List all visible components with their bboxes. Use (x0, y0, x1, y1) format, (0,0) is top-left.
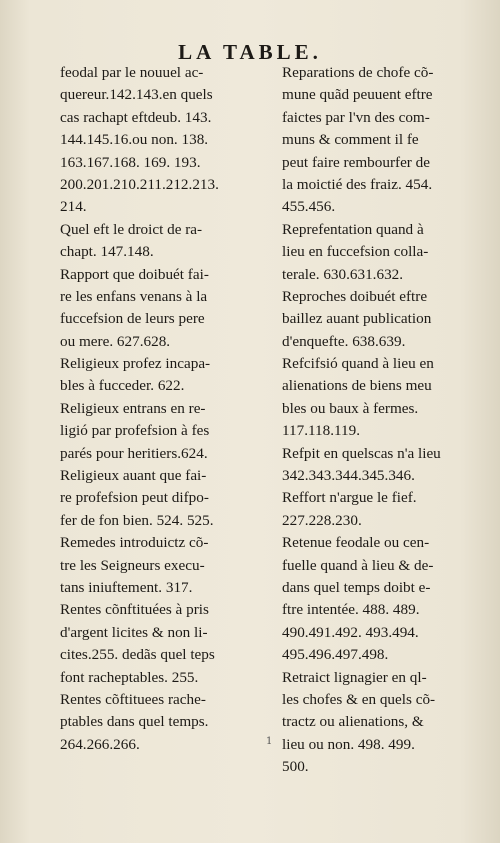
index-line: peut faire rembourfer de (282, 153, 430, 171)
index-line: Quel eft le droict de ra- (60, 220, 203, 238)
index-line: d'argent licites & non li- (60, 623, 208, 641)
index-line: dans quel temps doibt e- (282, 578, 431, 596)
index-line: les chofes & en quels cõ- (282, 690, 436, 708)
index-line: re les enfans venans à la (60, 287, 208, 305)
index-line: 117.118.119. (282, 422, 361, 440)
index-line: terale. 630.631.632. (282, 265, 404, 283)
index-line: d'enquefte. 638.639. (282, 332, 406, 350)
index-line: Rentes cõnftituées à pris (60, 601, 209, 619)
index-line: baillez auant publication (282, 310, 432, 328)
index-line: chapt. 147.148. (60, 243, 154, 261)
running-head: LA TABLE. (178, 40, 322, 64)
index-line: Refcifsió quand à lieu en (282, 355, 434, 373)
index-line: 200.201.210.211.212.213. (60, 175, 219, 193)
index-line: mune quãd peuuent eftre (282, 86, 433, 104)
left-column (60, 62, 274, 756)
index-line: Religieux auant que fai- (60, 467, 207, 485)
index-line: Retraict lignagier en ql- (282, 668, 427, 686)
index-line: tans iniuftement. 317. (60, 578, 193, 596)
index-line: Remedes introduictz cõ- (60, 534, 209, 552)
index-line: feodal par le nouuel ac- (60, 64, 204, 81)
index-line: 214. (60, 198, 87, 216)
index-line: Religieux profez incapa- (60, 355, 211, 373)
right-column (282, 62, 492, 779)
index-line: 144.145.16.ou non. 138. (60, 131, 209, 149)
index-line: fuelle quand à lieu & de- (282, 556, 434, 574)
index-line: ptables dans quel temps. (60, 713, 209, 731)
index-line: lieu ou non. 498. 499. (282, 735, 415, 753)
index-line: tre les Seigneurs execu- (60, 556, 205, 574)
index-line: 495.496.497.498. (282, 646, 389, 664)
index-line: 342.343.344.345.346. (282, 467, 415, 485)
index-line: 163.167.168. 169. 193. (60, 153, 201, 171)
index-line: font racheptables. 255. (60, 668, 199, 686)
index-line: Reprefentation quand à (282, 220, 424, 238)
index-line: Refpit en quelscas n'a lieu (282, 444, 441, 462)
page-catchmark: 1 (266, 736, 273, 747)
index-line: cites.255. dedãs quel teps (60, 646, 215, 664)
index-line: Reffort n'argue le fief. (282, 489, 417, 507)
index-line: Reproches doibuét eftre (282, 287, 428, 305)
index-line: parés pour heritiers.624. (60, 444, 208, 462)
index-line: faictes par l'vn des com- (282, 108, 430, 126)
index-line: 500. (282, 758, 309, 776)
index-line: alienations de biens meu (282, 377, 432, 395)
index-line: bles à fucceder. 622. (60, 377, 185, 395)
index-line: bles ou baux à fermes. (282, 399, 419, 417)
index-line: 264.266.266. (60, 735, 140, 753)
index-line: muns & comment il fe (282, 131, 419, 149)
index-line: lieu en fuccefsion colla- (282, 243, 429, 261)
index-line: fuccefsion de leurs pere (60, 310, 205, 328)
index-line: tractz ou alienations, & (282, 713, 424, 731)
index-line: fer de fon bien. 524. 525. (60, 511, 214, 529)
index-line: quereur.142.143.en quels (60, 86, 213, 104)
index-line: Retenue feodale ou cen- (282, 534, 430, 552)
index-line: ou mere. 627.628. (60, 332, 171, 350)
index-line: ftre intentée. 488. 489. (282, 601, 420, 619)
index-line: la moictié des fraiz. 454. (282, 175, 433, 193)
index-line: Rentes cõftituees rache- (60, 690, 206, 708)
index-line: Religieux entrans en re- (60, 399, 206, 417)
index-line: 455.456. (282, 198, 336, 216)
index-line: 490.491.492. 493.494. (282, 623, 419, 641)
index-line: ligió par profefsion à fes (60, 422, 210, 440)
index-line: Reparations de chofe cõ- (282, 64, 434, 81)
index-line: 227.228.230. (282, 511, 362, 529)
index-line: re profefsion peut difpo- (60, 489, 209, 507)
index-line: Rapport que doibuét fai- (60, 265, 209, 283)
index-line: cas rachapt eftdeub. 143. (60, 108, 212, 126)
